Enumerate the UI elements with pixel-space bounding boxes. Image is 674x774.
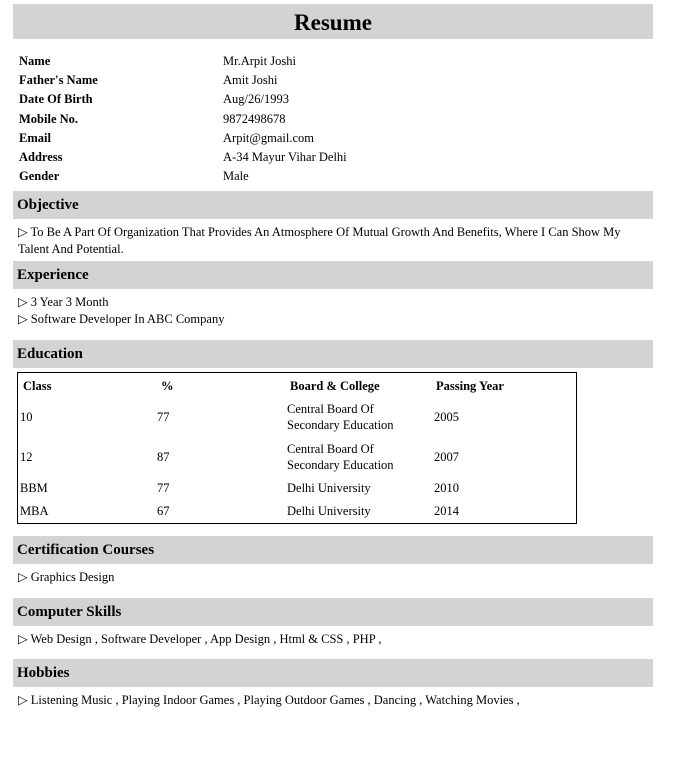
detail-row [19, 110, 639, 129]
detail-label: Address [19, 149, 63, 164]
table-cell: 12 [20, 450, 33, 464]
list-item: ▷ Software Developer In ABC Company [18, 312, 225, 326]
table-cell: Central Board Of Secondary Education [287, 402, 394, 432]
detail-label: Mobile No. [19, 111, 79, 126]
detail-value: Aug/26/1993 [223, 92, 289, 107]
column-header: Board & College [290, 379, 380, 393]
section-heading: Education [17, 346, 83, 362]
column-header: Class [23, 379, 52, 393]
table-cell: Delhi University [287, 481, 371, 495]
detail-label: Email [19, 130, 51, 145]
table-cell: 2007 [434, 450, 459, 464]
objective-section-header [13, 191, 653, 219]
page-title: Resume [294, 10, 372, 35]
title-bar [13, 4, 653, 39]
education-table [17, 372, 577, 524]
table-cell: Central Board Of Secondary Education [287, 442, 394, 472]
experience-list [18, 294, 643, 328]
table-cell: BBM [20, 481, 48, 495]
table-cell: 77 [157, 481, 170, 495]
hobbies-text: ▷ Listening Music , Playing Indoor Games , Playing Outdoor Games , Dancing , Watching Movies , [18, 693, 520, 707]
detail-label: Date Of Birth [19, 92, 93, 107]
detail-value: Amit Joshi [223, 73, 278, 88]
experience-section-header [13, 261, 653, 289]
detail-value: Male [223, 169, 249, 184]
certification-section-header [13, 536, 653, 564]
skills-text: ▷ Web Design , Software Developer , App Design , Html & CSS , PHP , [18, 632, 382, 646]
table-cell: 67 [157, 504, 170, 518]
detail-value: 9872498678 [223, 111, 286, 126]
detail-label: Father's Name [19, 73, 98, 88]
section-heading: Hobbies [17, 665, 70, 681]
table-cell: 2014 [434, 504, 459, 518]
detail-label: Name [19, 54, 51, 68]
table-cell: 10 [20, 410, 33, 424]
detail-row [19, 90, 639, 109]
skills-section-header [13, 598, 653, 626]
section-heading: Objective [17, 197, 79, 213]
list-item: ▷ 3 Year 3 Month [18, 295, 109, 309]
detail-row [19, 148, 639, 167]
table-cell: 2005 [434, 410, 459, 424]
section-heading: Experience [17, 267, 89, 283]
detail-value: A-34 Mayur Vihar Delhi [223, 149, 347, 164]
table-cell: 87 [157, 450, 170, 464]
certification-text: ▷ Graphics Design [18, 570, 115, 584]
detail-value: Mr.Arpit Joshi [223, 54, 296, 68]
personal-details [19, 52, 639, 186]
hobbies-section-header [13, 659, 653, 687]
objective-text: ▷ To Be A Part Of Organization That Provides An Atmosphere Of Mutual Growth And Benefits, Where I Can Show My Talent And Potential. [18, 225, 621, 256]
detail-row [19, 71, 639, 90]
column-header: Passing Year [436, 379, 504, 393]
table-cell: 2010 [434, 481, 459, 495]
detail-row [19, 167, 639, 186]
detail-row [19, 129, 639, 148]
table-cell: MBA [20, 504, 49, 518]
education-section-header [13, 340, 653, 368]
table-cell: 77 [157, 410, 170, 424]
section-heading: Certification Courses [17, 542, 155, 558]
column-header: % [161, 379, 174, 393]
detail-row [19, 52, 639, 71]
detail-value: Arpit@gmail.com [223, 130, 315, 145]
detail-label: Gender [19, 169, 60, 184]
table-cell: Delhi University [287, 504, 371, 518]
section-heading: Computer Skills [17, 604, 122, 620]
